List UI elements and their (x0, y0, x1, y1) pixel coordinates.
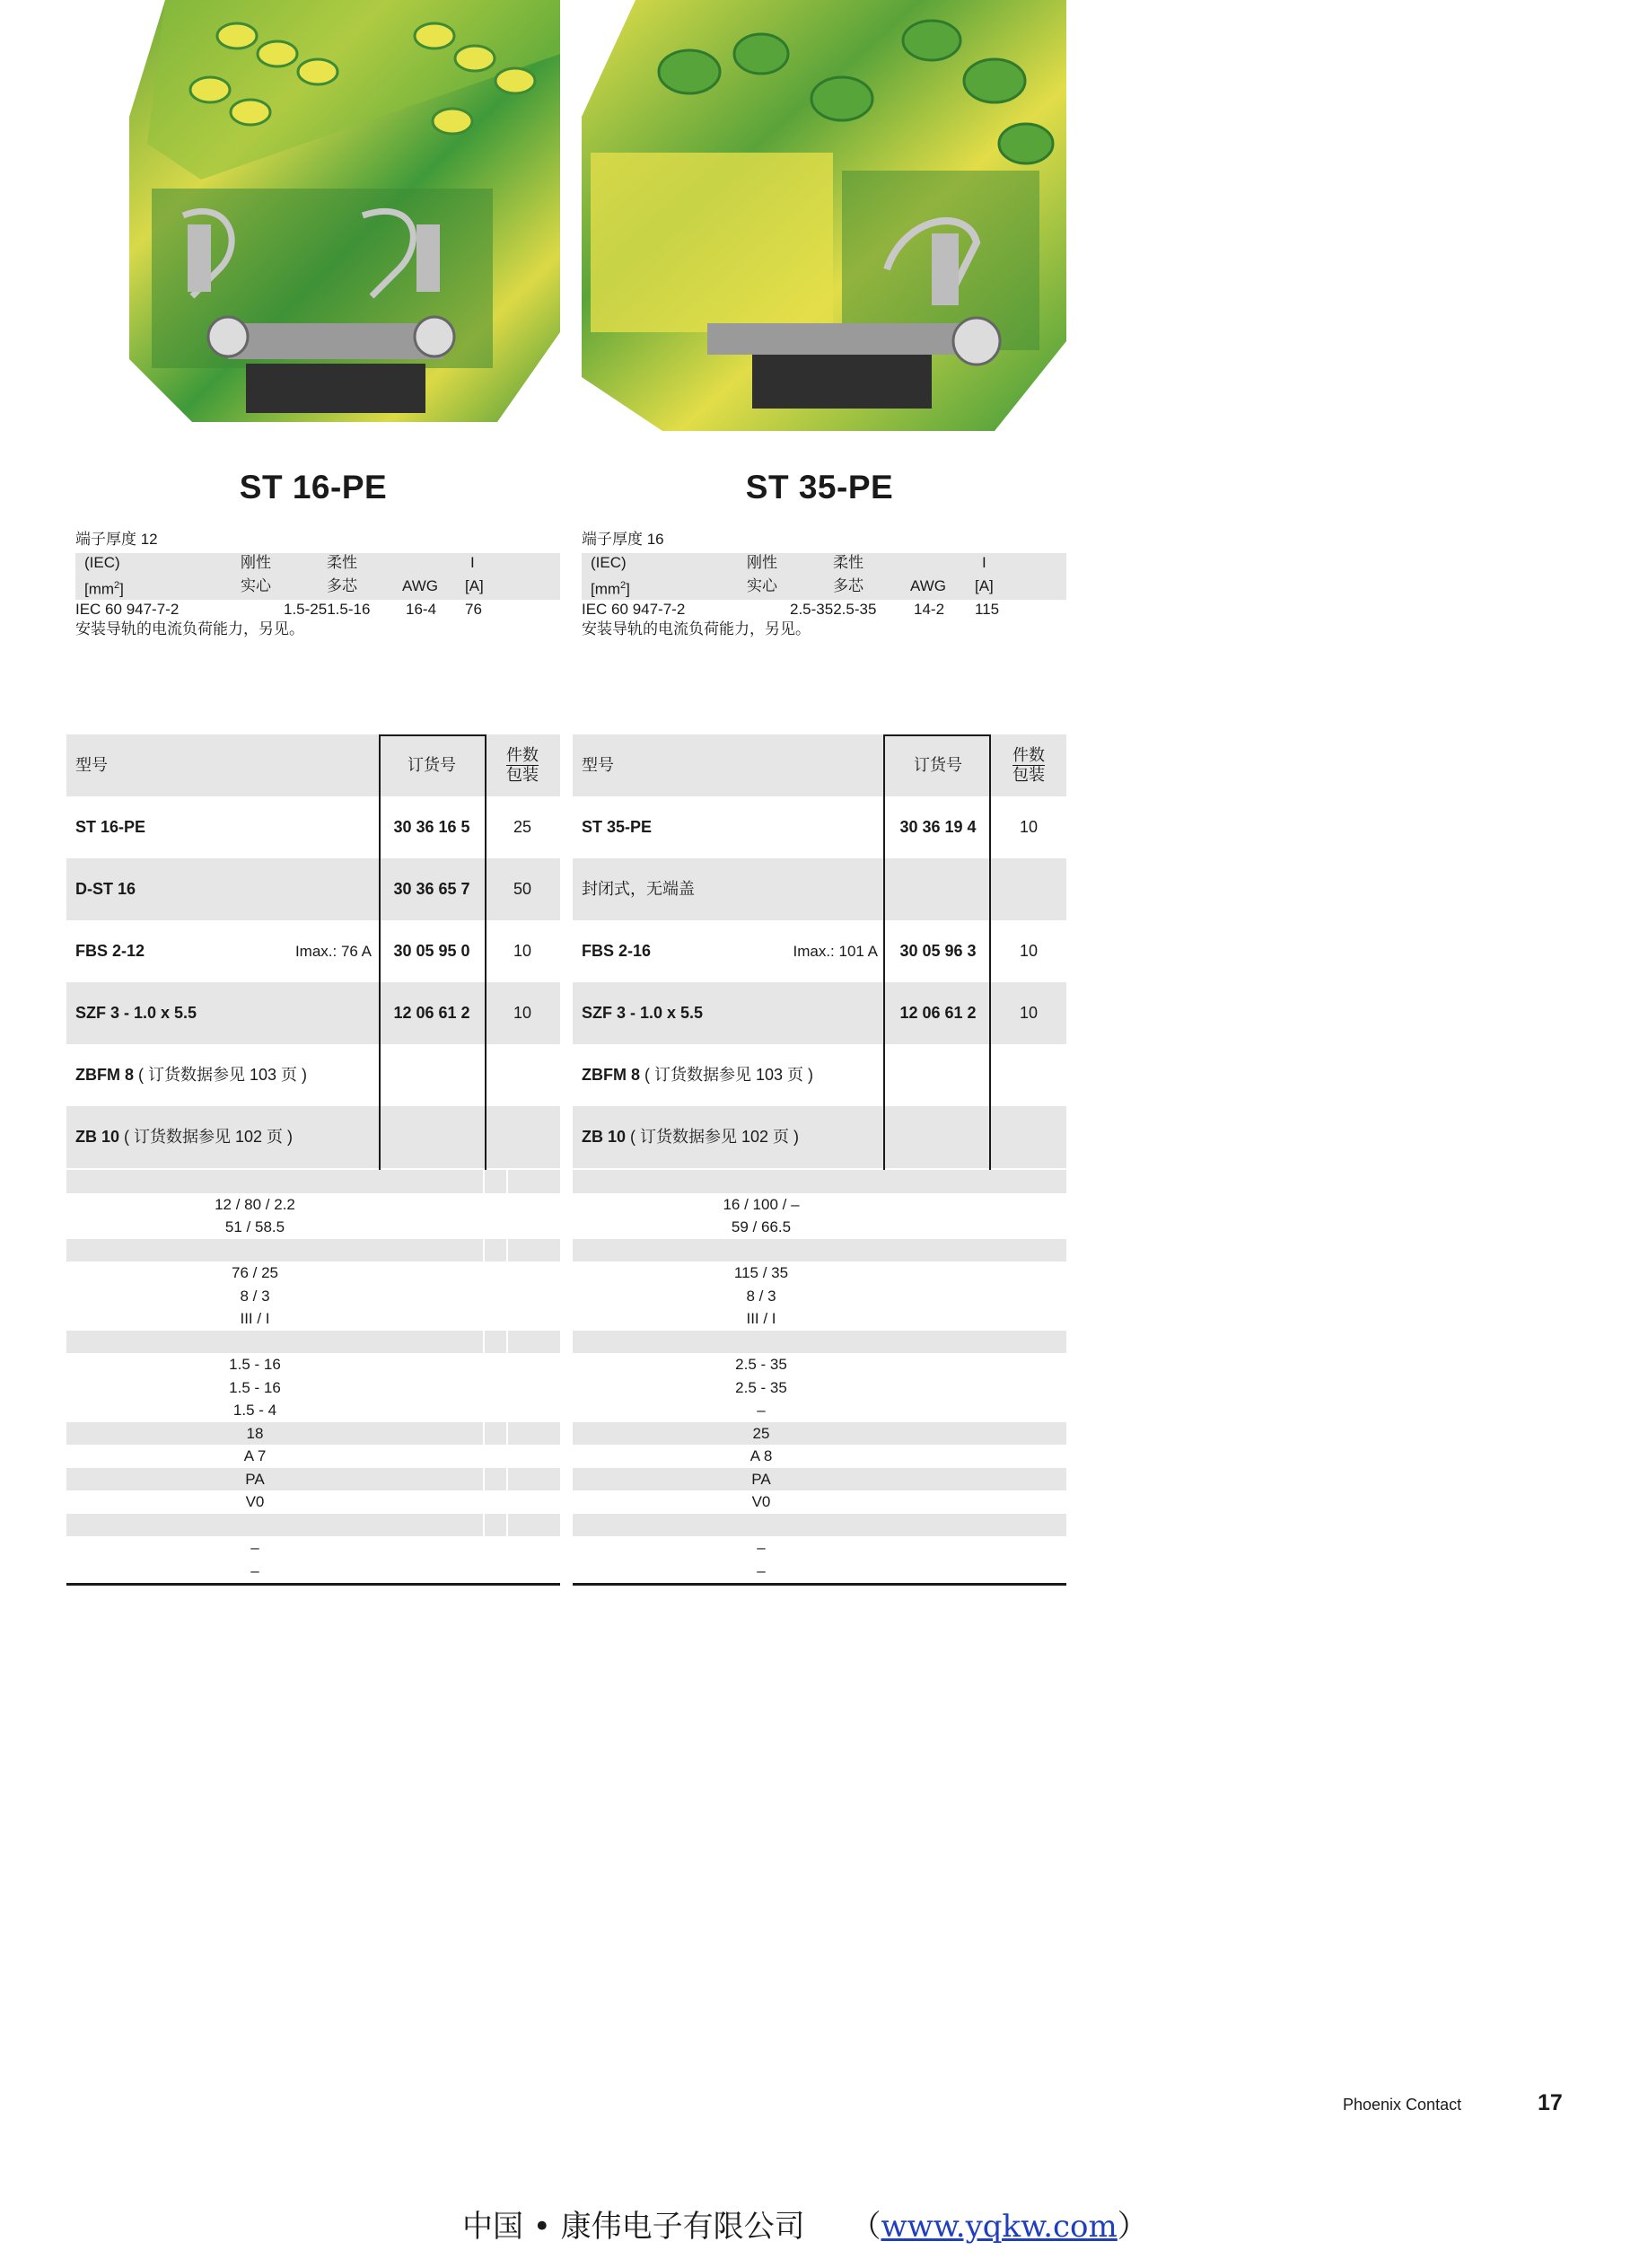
order-row: 封闭式，无端盖 (573, 858, 1066, 920)
tech-row: A 7 (243, 1447, 267, 1464)
flexible-label: 柔性 (327, 554, 357, 571)
rigid-label: 刚性 (241, 554, 271, 571)
tech-row: 8 / 3 (240, 1287, 270, 1305)
tech-row: 2.5 - 35 (735, 1356, 787, 1373)
tech-row (573, 1170, 1066, 1193)
order-header: 型号 订货号 件数 包装 (573, 734, 1066, 796)
tech-row: 2.5 - 35 (735, 1378, 787, 1396)
product-title: ST 35-PE (745, 469, 894, 505)
awg-value: 14-2 (914, 601, 945, 618)
order-number-box (883, 734, 991, 1173)
tech-row: PA (573, 1468, 1066, 1491)
specs-block (582, 530, 1066, 639)
awg-value: 16-4 (406, 601, 437, 618)
table-rule (66, 1583, 560, 1586)
thickness-label: 端子厚度 12 (75, 531, 158, 548)
tech-row: V0 (751, 1493, 771, 1510)
tech-row: – (757, 1402, 766, 1419)
tech-row: A 8 (749, 1447, 773, 1464)
tech-row: III / I (746, 1310, 776, 1327)
terminal-block-photo (66, 0, 560, 440)
amp-label: [A] (465, 577, 484, 594)
order-row: ZB 10 ( 订货数据参见 102 页 ) (573, 1106, 1066, 1168)
order-number-box (379, 734, 487, 1173)
imax-label: Imax.: 76 A (294, 943, 372, 960)
tech-row: 12 / 80 / 2.2 (215, 1195, 295, 1213)
watermark: 中国 • 康伟电子有限公司 （www.yqkw.com） (462, 2209, 1148, 2245)
tech-row: – (757, 1561, 766, 1579)
tech-row (66, 1514, 560, 1537)
order-header: 型号 订货号 件数 包装 (66, 734, 560, 796)
specs-block (75, 530, 560, 639)
website-link[interactable]: www.yqkw.com (881, 2209, 1118, 2245)
iec-label: (IEC) (591, 554, 627, 571)
note-text: 安装导轨的电流负荷能力，另见。 (582, 620, 811, 637)
tech-row: 115 / 35 (733, 1264, 789, 1281)
order-row: ZB 10 ( 订货数据参见 102 页 ) (66, 1106, 560, 1168)
tech-row (573, 1239, 1066, 1262)
unit-label: $[mm^2]$ (84, 580, 124, 598)
order-row: FBS 2-16 Imax.: 101 A 30 05 96 3 10 (573, 920, 1066, 982)
tech-row (66, 1170, 560, 1193)
order-row: FBS 2-12 Imax.: 76 A 30 05 95 0 10 (66, 920, 560, 982)
table-rule (573, 1583, 1066, 1586)
tech-data-table (66, 1170, 560, 1582)
iec-label: (IEC) (84, 554, 120, 571)
tech-row (573, 1331, 1066, 1354)
tech-row: 1.5 - 16 (229, 1356, 281, 1373)
page-number: 17 (1538, 2090, 1563, 2115)
tech-row: III / I (240, 1310, 270, 1327)
product-title: ST 16-PE (239, 469, 388, 505)
tech-data-table (573, 1170, 1066, 1582)
watermark-text: 中国 • 康伟电子有限公司 (462, 2209, 805, 2245)
tech-row: 18 (66, 1422, 560, 1446)
tech-row: 51 / 58.5 (224, 1218, 285, 1235)
terminal-block-photo (573, 0, 1066, 440)
order-table (66, 734, 560, 1168)
order-row: ZBFM 8 ( 订货数据参见 103 页 ) (75, 1066, 308, 1084)
tech-row: 76 / 25 (232, 1264, 278, 1281)
order-row: D-ST 16 30 36 65 7 50 (66, 858, 560, 920)
order-row: ZBFM 8 ( 订货数据参见 103 页 ) (582, 1066, 814, 1084)
tech-row: 25 (573, 1422, 1066, 1446)
current-symbol: I (982, 554, 986, 571)
tech-row: 59 / 66.5 (731, 1218, 792, 1235)
tech-row: – (757, 1539, 766, 1556)
tech-row (66, 1331, 560, 1354)
tech-row: 16 / 100 / – (723, 1195, 800, 1213)
order-row: ST 35-PE 30 36 19 4 10 (582, 818, 1039, 836)
tech-row: 8 / 3 (746, 1287, 776, 1305)
order-row: SZF 3 - 1.0 x 5.5 12 06 61 2 10 (573, 982, 1066, 1044)
tech-row: – (250, 1539, 259, 1556)
solid-label: 实心 (241, 577, 271, 594)
imax-label: Imax.: 101 A (793, 943, 878, 960)
standard-label: IEC 60 947-7-2 (75, 601, 180, 618)
footer-brand: Phoenix Contact (1343, 2096, 1462, 2114)
order-table (573, 734, 1066, 1168)
amp-value: 76 (465, 601, 482, 618)
ranges-value: 1.5-251.5-16 (284, 601, 371, 618)
stranded-label: 多芯 (833, 577, 863, 594)
tech-row (573, 1514, 1066, 1537)
awg-label: AWG (402, 577, 438, 594)
tech-row: 1.5 - 4 (232, 1402, 277, 1419)
flexible-label: 柔性 (833, 554, 863, 571)
amp-value: 115 (975, 601, 1000, 618)
order-row: SZF 3 - 1.0 x 5.5 12 06 61 2 10 (66, 982, 560, 1044)
stranded-label: 多芯 (327, 577, 357, 594)
current-symbol: I (470, 554, 475, 571)
rigid-label: 刚性 (747, 554, 777, 571)
order-row: ST 16-PE 30 36 16 5 25 (75, 818, 532, 836)
tech-row (66, 1239, 560, 1262)
tech-row: 1.5 - 16 (229, 1378, 281, 1396)
tech-row: – (250, 1561, 259, 1579)
tech-row: PA (66, 1468, 560, 1491)
amp-label: [A] (975, 577, 994, 594)
note-text: 安装导轨的电流负荷能力，另见。 (75, 620, 304, 637)
solid-label: 实心 (747, 577, 777, 594)
tech-row: V0 (245, 1493, 265, 1510)
thickness-label: 端子厚度 16 (582, 531, 664, 548)
unit-label: $[mm^2]$ (591, 580, 630, 598)
ranges-value: 2.5-352.5-35 (790, 601, 877, 618)
standard-label: IEC 60 947-7-2 (582, 601, 686, 618)
awg-label: AWG (910, 577, 946, 594)
